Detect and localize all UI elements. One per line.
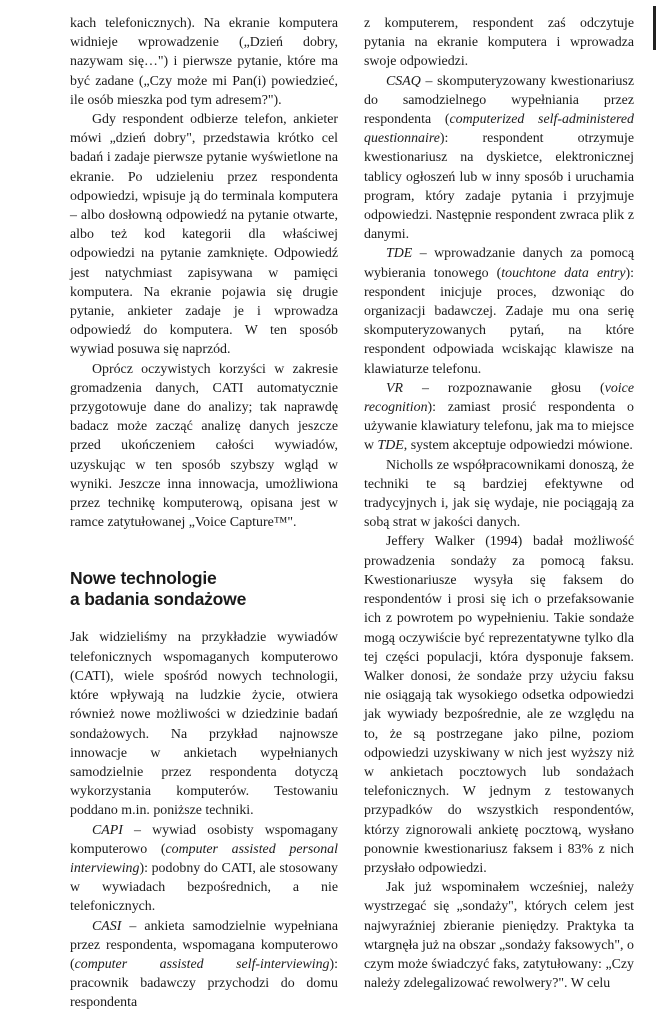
page-edge-mark xyxy=(653,6,656,50)
definition-csaq: CSAQ – skomputeryzowany kwestionariusz do samodzielnego wypełniania przez respondenta (computerized self-administered questionnaire): respondent otrzymuje kwestionariusz na dyskietce, elektronicznej tablicy ogłoszeń lub w inny sposób i uruchamia program, który zadaje pytania i przyjmuje odpowiedzi. Następnie respondent zwraca plik z danymi. xyxy=(364,73,634,243)
expansion-casi: computer assisted self-interviewing xyxy=(74,956,330,972)
definition-casi: CASI – ankieta samodzielnie wypełniana przez respondenta, wspomagana komputerowo (computer assisted self-interviewing): pracownik badawczy przychodzi do domu respondenta xyxy=(70,918,338,1011)
right-column xyxy=(364,14,634,993)
paragraph-casi-continued: z komputerem, respondent zaś odczytuje pytania na ekranie komputera i wprowadza swoje odpowiedzi. xyxy=(364,16,634,70)
expansion-vr: voice recognition xyxy=(364,380,634,416)
paragraph-new-technologies: Jak widzieliśmy na przykładzie wywiadów telefonicznych wspomaganych komputerowo (CATI), wiele spośród nowych technologii, które wpływają na ludzkie życie, otwiera również nowe możliwości w dziedzinie badań sondażowych. Na przykład najnowsze innowacje w ankietach wypełnianych samodzielnie przez respondenta dotyczą wykorzystania komputerów. Testowaniu poddano m.in. poniższe techniki. xyxy=(70,630,338,819)
paragraph-cati-process: Gdy respondent odbierze telefon, ankieter mówi „dzień dobry", przedstawia krótko cel badań i zadaje pierwsze pytanie wyświetlone na ekranie. Po udzieleniu przez respondenta odpowiedzi, wpisuje ją do terminala komputera – albo dosłowną odpowiedź na pytanie otwarte, albo też kod kategorii dla właściwej odpowiedzi na pytanie zamknięte. Odpowiedź jest natychmiast zapisywana w pamięci komputera. Na ekranie pojawia się drugie pytanie, ankieter zadaje je i wprowadza odpowiedź do komputera. W ten sposób wywiad posuwa się naprzód. xyxy=(70,112,338,358)
paragraph-fax-surveys: Jak już wspominałem wcześniej, należy wystrzegać się „sondaży", których celem jest najwyraźniej zbieranie pieniędzy. Praktyka ta wtargnęła już na obszar „sondaży faksowych", o czym może świadczyć faks, zatytułowany: „Czy należy zdelegalizować rewolwery?". W celu xyxy=(364,880,634,992)
expansion-csaq: computerized self-administered questionnaire xyxy=(364,112,634,147)
definition-vr: VR – rozpoznawanie głosu (voice recognition): zamiast prosić respondenta o używanie klawiatury telefonu, jak ma to miejsce w TDE, system akceptuje odpowiedzi mówione. xyxy=(364,380,634,454)
paragraph-nicholls: Nicholls ze współpracownikami donoszą, że techniki te są bardziej efektywne od tradycyjnych i, jak się wydaje, nie pociągają za sobą strat w jakości danych. xyxy=(364,457,634,531)
term-capi: CAPI xyxy=(92,822,123,838)
paragraph-cati-benefits: Oprócz oczywistych korzyści w zakresie gromadzenia danych, CATI automatycznie przygotowuje dane do analizy; tak naprawdę badacz może zacząć analizę danych jeszcze przed ukończeniem całości wywiadów, uzyskując w ten sposób szybszy wgląd w wyniki. Jeszcze inna innowacja, umożliwiona przez technikę komputerową, opisana jest w ramce zatytułowanej „Voice Capture™". xyxy=(70,361,338,531)
definition-tde: TDE – wprowadzanie danych za pomocą wybierania tonowego (touchtone data entry): respondent inicjuje proces, dzwoniąc do organizacji badawczej. Zadaje mu ona serię skomputeryzowanych pytań, na które respondent odpowiada wciskając klawisze na klawiaturze telefonu. xyxy=(364,246,634,377)
paragraph-cati-intro: kach telefonicznych). Na ekranie komputera widnieje wprowadzenie („Dzień dobry, nazywam się…") i pierwsze pytanie, które ma być zadane („Czy może mi Pan(i) powiedzieć, ile osób mieszka pod tym adresem?"). xyxy=(70,16,338,108)
section-heading xyxy=(70,568,338,610)
section-heading-line-2: a badania sondażowe xyxy=(70,589,247,610)
expansion-capi: computer assisted personal interviewing xyxy=(70,841,338,876)
paragraph-walker-fax: Jeffery Walker (1994) badał możliwość prowadzenia sondaży za pomocą faksu. Kwestionariusze wysyła się faksem do respondentów i prosi się ich o przefaksowanie ich z powrotem po wypełnieniu. Takie sondaże mogą oczywiście być reprezentatywne tylko dla tej części populacji, która dysponuje faksem. Walker donosi, że sondaże przy użyciu faksu nie osiągają tak wysokiego odsetka odpowiedzi jak wywiady bezpośrednie, ale ze względu na to, że są postrzegane jako pilne, poziom odpowiedzi uzyskiwany w nich jest wyższy niż w ankietach pocztowych lub sondażach telefonicznych. W jednym z testowanych przypadków do wszystkich respondentów, którzy zignorowali ankietę pocztową, wysłano ponownie kwestionariusz faksem i 83% z nich przysłało odpowiedzi. xyxy=(364,534,634,876)
definition-capi: CAPI – wywiad osobisty wspomagany komputerowo (computer assisted personal interviewing): podobny do CATI, ale stosowany w wywiadach bezpośrednich, a nie telefonicznych. xyxy=(70,822,338,915)
term-csaq: CSAQ xyxy=(386,73,421,89)
term-casi: CASI xyxy=(92,918,122,934)
term-vr: VR xyxy=(386,380,403,396)
left-column xyxy=(70,14,338,1013)
term-tde: TDE xyxy=(386,246,413,262)
vr-tde-reference: TDE xyxy=(377,438,404,454)
section-heading-line-1: Nowe technologie xyxy=(70,568,217,589)
expansion-tde: touchtone data entry xyxy=(501,265,626,281)
